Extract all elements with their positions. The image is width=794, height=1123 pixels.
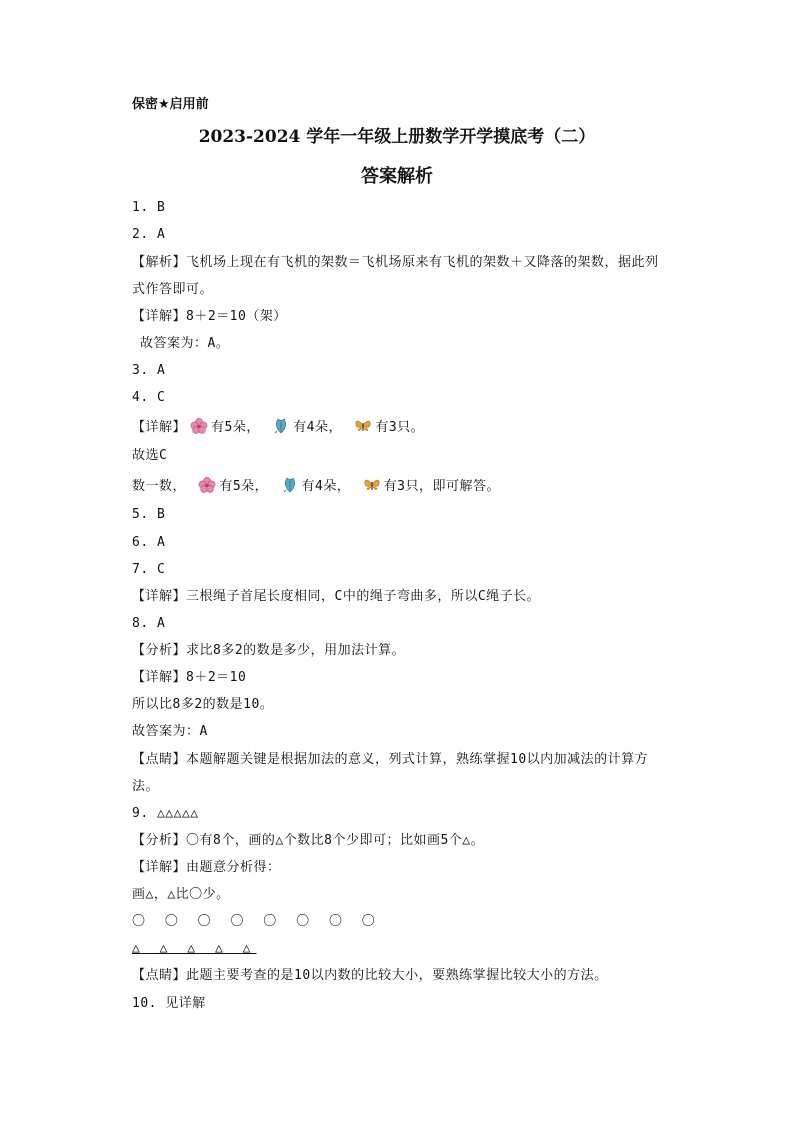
detail-9: 【详解】由题意分析得： [132,860,281,875]
detail-9-instruction: 画△，△比〇少。 [132,887,230,902]
answer-1: 1. B [132,200,166,215]
conclusion-8: 故答案为：A [132,724,208,739]
flower-count-text: 有5朵， [219,479,269,494]
analysis-2-line2: 式作答即可。 [132,282,214,297]
butterfly-count-text: 有3只，即可解答。 [383,479,500,494]
detail-4 [132,418,424,436]
detail-7: 【详解】三根绳子首尾长度相同，C中的绳子弯曲多，所以C绳子长。 [132,589,541,604]
butterfly-icon [363,477,381,493]
comment-8-line2: 法。 [132,779,160,794]
page-subtitle: 答案解析 [361,166,433,187]
detail-8-result: 所以比8多2的数是10。 [132,697,274,712]
choice-4: 故选C [132,448,168,463]
flower-icon [190,418,208,434]
answer-6: 6. A [132,535,166,550]
flower-icon [198,477,216,493]
comment-9: 【点睛】此题主要考查的是10以内数的比较大小，要熟练掌握比较大小的方法。 [132,968,608,983]
triangles-row: △ △ △ △ △ [132,941,257,956]
comment-8-line1: 【点睛】本题解题关键是根据加法的意义，列式计算，熟练掌握10以内加减法的计算方 [132,752,649,767]
butterfly-count-text: 有3只。 [375,420,425,435]
flower-count-text: 有5朵， [211,420,260,435]
answer-4: 4. C [132,390,166,405]
analysis-9: 【分析】〇有8个，画的△个数比8个少即可；比如画5个△。 [132,833,485,848]
analysis-8: 【分析】求比8多2的数是多少，用加法计算。 [132,643,406,658]
confidential-label: 保密★启用前 [132,97,209,112]
answer-7: 7. C [132,562,166,577]
answer-3: 3. A [132,363,166,378]
explanation-4 [132,477,500,495]
detail-2: 【详解】8＋2＝10（架） [132,309,287,324]
page-title: 2023-2024 学年一年级上册数学开学摸底考（二） [198,127,596,147]
leaf-count-text: 有4朵， [301,479,351,494]
answer-5: 5. B [132,507,166,522]
explanation-4-prefix: 数一数， [132,479,187,494]
circles-row: 〇 〇 〇 〇 〇 〇 〇 〇 [132,914,381,929]
leaf-count-text: 有4朵， [293,420,342,435]
analysis-2-line1: 【解析】飞机场上现在有飞机的架数＝飞机场原来有飞机的架数＋又降落的架数，据此列 [132,255,659,270]
answer-8: 8. A [132,616,166,631]
leaf-icon [272,418,290,434]
answer-10: 10. 见详解 [132,996,206,1011]
butterfly-icon [354,418,372,434]
leaf-icon [281,477,299,493]
detail-8: 【详解】8＋2＝10 [132,670,247,685]
detail-4-prefix: 【详解】 [132,420,187,435]
conclusion-2: 故答案为：A。 [140,336,230,351]
answer-9: 9. △△△△△ [132,806,199,821]
answer-2: 2. A [132,227,166,242]
